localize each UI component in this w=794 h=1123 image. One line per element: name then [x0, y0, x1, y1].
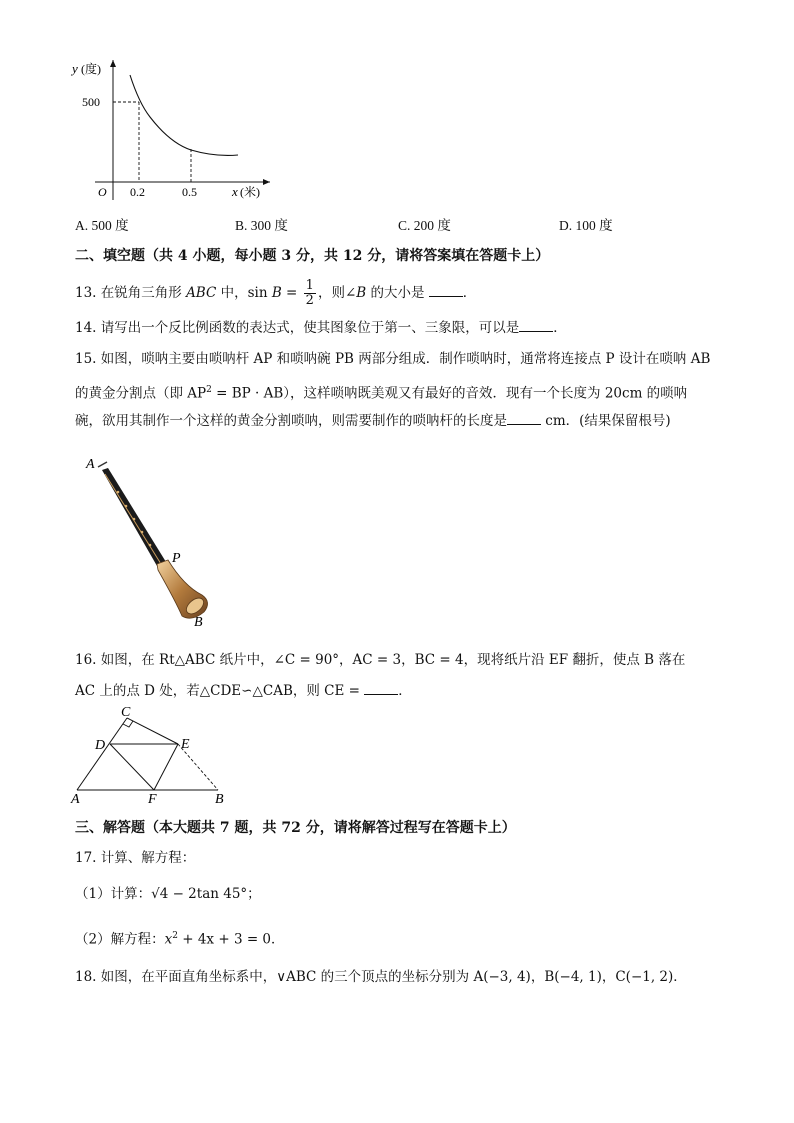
tri-label-a: A — [71, 792, 80, 805]
q16-answer-blank[interactable] — [364, 682, 398, 695]
choice-a[interactable]: A. 500 度 — [75, 218, 129, 233]
triangle-figure — [65, 703, 240, 805]
q17-p1-label: （1）计算： — [75, 886, 152, 902]
graph-x-tick2: 0.5 — [182, 185, 197, 199]
question-17-title: 17. 计算、解方程： — [75, 850, 196, 866]
graph-x-label: x — [232, 184, 238, 199]
graph-x-tick1: 0.2 — [130, 185, 145, 199]
choice-c[interactable]: C. 200 度 — [398, 218, 451, 233]
graph-x-unit: (米) — [240, 185, 260, 199]
tri-label-b: B — [215, 792, 224, 805]
q15-line2-sup: 2 — [206, 385, 212, 395]
q13-eq: = — [281, 285, 302, 301]
suona-label-b: B — [194, 615, 203, 630]
q15-line3b: cm．(结果保留根号) — [541, 413, 671, 429]
section-2-title: 二、填空题（共 4 小题，每小题 3 分，共 12 分，请将答案填在答题卡上） — [75, 248, 550, 264]
q16-line2b: ． — [398, 683, 412, 699]
tri-label-c: C — [121, 705, 131, 720]
question-15-line1: 15. 如图，唢呐主要由唢呐杆 AP 和唢呐碗 PB 两部分组成．制作唢呐时，通常将连接点 P 设计在唢呐 AB — [75, 351, 711, 367]
q15-answer-blank[interactable] — [507, 412, 541, 425]
q14-answer-blank[interactable] — [519, 319, 553, 332]
graph-y-label: y — [72, 61, 78, 76]
inverse-function-graph — [60, 55, 280, 205]
question-18: 18. 如图，在平面直角坐标系中，∨ABC 的三个顶点的坐标分别为 A(−3, 4)，B(−4, 1)，C(−1, 2)． — [75, 969, 687, 985]
question-13 — [75, 279, 476, 308]
suona-figure — [80, 452, 240, 632]
q15-line3a: 碗，欲用其制作一个这样的黄金分割唢呐，则需要制作的唢呐杆的长度是 — [75, 413, 507, 429]
question-16-line2 — [75, 681, 412, 701]
tri-label-f: F — [148, 792, 157, 805]
question-16-line1: 16. 如图，在 Rt△ABC 纸片中，∠C = 90°，AC = 3，BC = 4，现将纸片沿 EF 翻折，使点 B 落在 — [75, 652, 686, 668]
q13-fraction — [304, 279, 316, 308]
q15-line2b: = BP · AB），这样唢呐既美观又有最好的音效．现有一个长度为 20cm 的唢呐 — [211, 385, 688, 402]
suona-label-a: A — [86, 457, 95, 472]
q13-numerator: 1 — [305, 278, 314, 293]
q13-var-b2: B — [356, 285, 367, 301]
q14-end: ． — [553, 320, 567, 336]
q14-text: 14. 请写出一个反比例函数的表达式，使其图象位于第一、三象限，可以是 — [75, 320, 520, 336]
suona-pipe — [102, 468, 166, 566]
q17-p2-label: （2）解方程： — [75, 931, 165, 948]
q13-denominator: 2 — [305, 293, 314, 308]
q13-mid: 中，sin — [216, 285, 272, 301]
tri-label-e: E — [181, 737, 190, 752]
question-15-line2 — [75, 380, 687, 404]
q17-p2-var: x — [164, 931, 173, 948]
question-17-part1 — [75, 884, 261, 904]
q15-line2a: 的黄金分割点（即 AP — [75, 385, 207, 402]
suona-label-p: P — [172, 551, 181, 566]
q13-pre: 13. 在锐角三角形 — [75, 285, 187, 301]
q17-p1-expr: √4 − 2tan 45°； — [151, 886, 261, 902]
graph-y-tick: 500 — [82, 95, 100, 109]
graph-origin: O — [98, 185, 107, 199]
q13-answer-blank[interactable] — [429, 284, 463, 297]
tri-label-d: D — [95, 738, 106, 753]
q17-p2-sup: 2 — [172, 931, 178, 941]
q13-var: ABC — [186, 285, 217, 301]
choice-b[interactable]: B. 300 度 — [235, 218, 288, 233]
section-3-title: 三、解答题（本大题共 7 题，共 72 分，请将解答过程写在答题卡上） — [75, 820, 516, 836]
q13-var-b: B — [271, 285, 282, 301]
q13-end: ． — [462, 285, 477, 301]
q17-p2-rest: + 4x + 3 = 0． — [177, 931, 285, 948]
question-14 — [75, 318, 567, 338]
question-15-line3 — [75, 411, 671, 431]
q13-tail: 的大小是 — [366, 285, 429, 301]
inverse-curve — [130, 75, 238, 155]
choice-d[interactable]: D. 100 度 — [559, 218, 613, 233]
q13-post: ，则∠ — [317, 285, 357, 301]
q16-line2a: AC 上的点 D 处，若△CDE∽△CAB，则 CE = — [75, 683, 365, 699]
question-17-part2 — [75, 926, 285, 950]
graph-y-unit: (度) — [81, 62, 101, 76]
